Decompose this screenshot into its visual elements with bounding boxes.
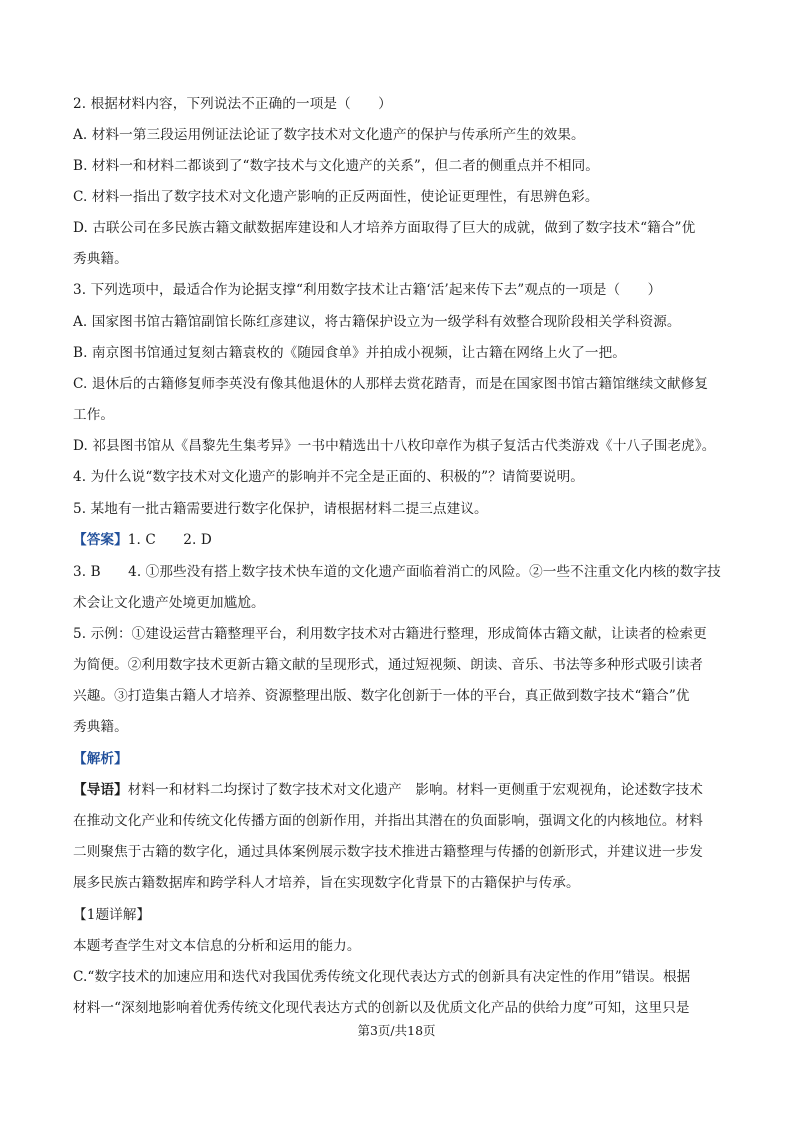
guide-line1 (73, 781, 723, 799)
analysis-label-text: 【解析】 (73, 751, 128, 767)
page-number: 第3页/共18页 (357, 1023, 436, 1038)
answer-line1 (73, 531, 723, 549)
answer-line6: 兴趣。③打造集古籍人才培养、资源整理出版、数字化创新于一体的平台，真正做到数字技术“籍合”优 (73, 688, 690, 704)
guide-text-1: 材料一和材料二均探讨了数字技术对文化遗产 影响。材料一更侧重于宏观视角，论述数字技术 (127, 782, 703, 798)
answer-label: 【答案】 (73, 532, 128, 548)
q3-option-b: B. 南京图书馆通过复刻古籍袁枚的《随园食单》并拍成小视频，让古籍在网络上火了一把。 (73, 345, 626, 361)
detail-line2: C.“数字技术的加速应用和迭代对我国优秀传统文化现代表达方式的创新具有决定性的作用”错误。根据 (73, 969, 691, 985)
q3-option-d: D. 祁县图书馆从《昌黎先生集考异》一书中精选出十八枚印章作为棋子复活古代类游戏《十八子围老虎》。 (73, 438, 716, 454)
q2-option-d-line1: D. 古联公司在多民族古籍文献数据库建设和人才培养方面取得了巨大的成就，做到了数字技术“籍合”优 (73, 220, 696, 236)
answer-line3: 术会让文化遗产处境更加尴尬。 (73, 595, 265, 611)
answer-line2: 3. B 4. ①那些没有搭上数字技术快车道的文化遗产面临着消亡的风险。②一些不注重文化内核的数字技 (73, 564, 721, 580)
guide-line3: 二则聚焦于古籍的数字化，通过具体案例展示数字技术推进古籍整理与传播的创新形式，并建议进一步发 (73, 844, 703, 860)
q2-option-d-line2: 秀典籍。 (73, 251, 128, 267)
q3-stem: 3. 下列选项中，最适合作为论据支撑“利用数字技术让古籍‘活’起来传下去”观点的一项是（ ） (73, 282, 662, 298)
guide-line2: 在推动文化产业和传统文化传播方面的创新作用，并指出其潜在的负面影响，强调文化的内核地位。材料 (73, 813, 703, 829)
q2-option-b: B. 材料一和材料二都谈到了“数字技术与文化遗产的关系”，但二者的侧重点并不相同。 (73, 158, 600, 174)
q2-option-a: A. 材料一第三段运用例证法论证了数字技术对文化遗产的保护与传承所产生的效果。 (73, 127, 585, 143)
detail-line1: 本题考查学生对文本信息的分析和运用的能力。 (73, 938, 361, 954)
answer-line5: 为简便。②利用数字技术更新古籍文献的呈现形式，通过短视频、朗读、音乐、书法等多种形式吸引读者 (73, 657, 703, 673)
q2-option-c: C. 材料一指出了数字技术对文化遗产影响的正反两面性，使论证更理性，有思辨色彩。 (73, 189, 599, 205)
analysis-label (73, 750, 723, 768)
q4-stem: 4. 为什么说“数字技术对文化遗产的影响并不完全是正面的、积极的”？请简要说明。 (73, 469, 584, 485)
detail-line3: 材料一“深刻地影响着优秀传统文化现代表达方式的创新以及优质文化产品的供给力度”可知，这里只是 (73, 1000, 690, 1016)
guide-label: 【导语】 (73, 782, 128, 798)
answer-text-1: 1. C 2. D (127, 532, 212, 548)
q5-stem: 5. 某地有一批古籍需要进行数字化保护，请根据材料二提三点建议。 (73, 501, 488, 517)
guide-line4: 展多民族古籍数据库和跨学科人才培养，旨在实现数字化背景下的古籍保护与传承。 (73, 875, 580, 891)
answer-line7: 秀典籍。 (73, 719, 128, 735)
detail-label: 【1题详解】 (73, 907, 151, 923)
q3-option-c-line2: 工作。 (73, 407, 115, 423)
q2-stem: 2. 根据材料内容，下列说法不正确的一项是（ ） (73, 96, 392, 112)
q3-option-c-line1: C. 退休后的古籍修复师李英没有像其他退休的人那样去赏花踏青，而是在国家图书馆古籍馆继续文献修复 (73, 376, 709, 392)
answer-line4: 5. 示例：①建设运营古籍整理平台，利用数字技术对古籍进行整理，形成简体古籍文献，让读者的检索更 (73, 626, 707, 642)
q3-option-a: A. 国家图书馆古籍馆副馆长陈红彦建议，将古籍保护设立为一级学科有效整合现阶段相关学科资源。 (73, 314, 681, 330)
